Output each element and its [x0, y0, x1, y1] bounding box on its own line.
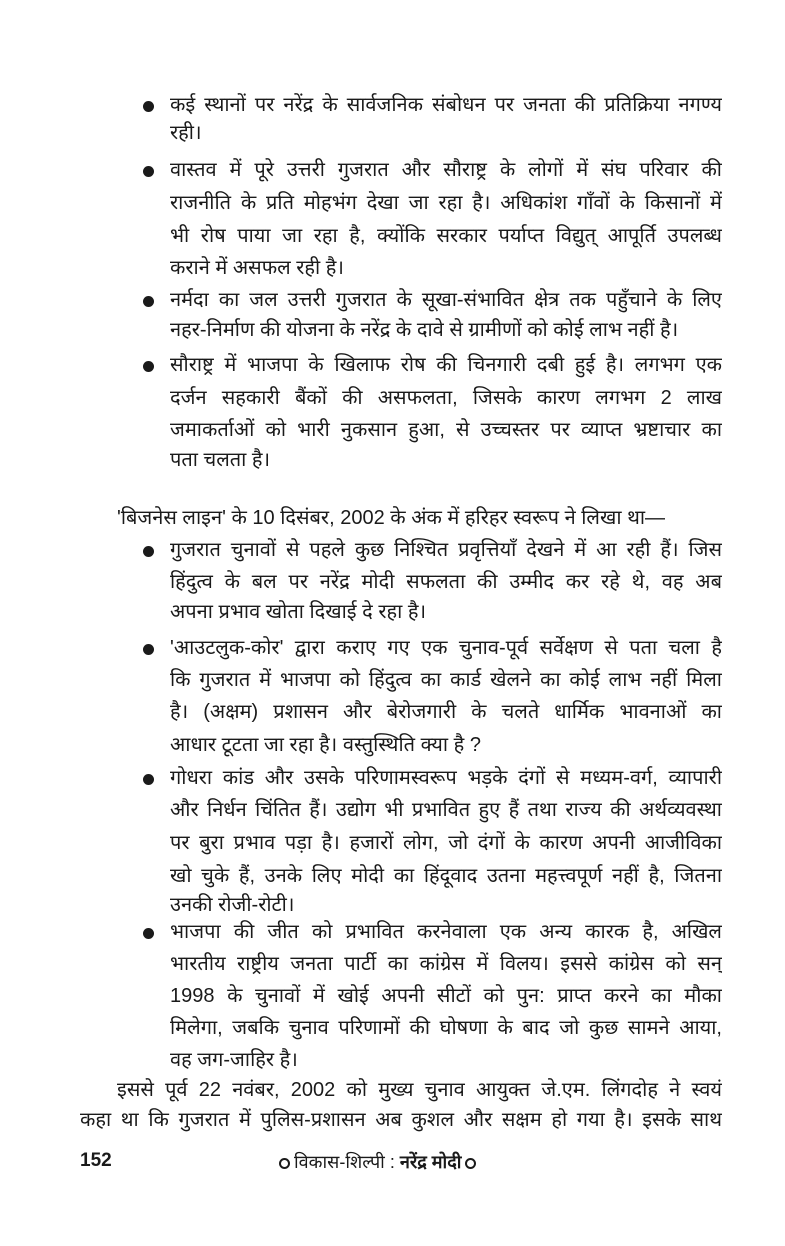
text-line: हिंदुत्व के बल पर नरेंद्र मोदी सफलता की उम्मीद कर रहे थे, वह अब	[170, 571, 722, 593]
text-line: नहर-निर्माण की योजना के नरेंद्र के दावे से ग्रामीणों को कोई लाभ नहीं है।	[170, 319, 679, 341]
text-line: 1998 के चुनावों में खोई अपनी सीटों को पुन: प्राप्त करने का मौका	[170, 985, 722, 1007]
text-line: कि गुजरात में भाजपा को हिंदुत्व का कार्ड खेलने का कोई लाभ नहीं मिला	[170, 669, 722, 691]
text-line: वह जग-जाहिर है।	[170, 1049, 298, 1071]
text-line: भी रोष पाया जा रहा है, क्योंकि सरकार पर्याप्त विद्युत् आपूर्ति उपलब्ध	[170, 225, 722, 247]
bullet-icon	[143, 166, 154, 177]
text-line: आधार टूटता जा रहा है। वस्तुस्थिति क्या है ?	[170, 734, 481, 756]
text-line: भारतीय राष्ट्रीय जनता पार्टी का कांग्रेस में विलय। इससे कांग्रेस को सन्	[170, 953, 722, 975]
page-number: 152	[80, 1150, 112, 1171]
text-line: जमाकर्ताओं को भारी नुकसान हुआ, से उच्चस्तर पर व्याप्त भ्रष्टाचार का	[170, 419, 722, 441]
text-line: पर बुरा प्रभाव पड़ा है। हजारों लोग, जो दंगों के कारण अपनी आजीविका	[170, 832, 722, 854]
text-line: और निर्धन चिंतित हैं। उद्योग भी प्रभावित हुए हैं तथा राज्य की अर्थव्यवस्था	[170, 799, 722, 821]
text-line: रही।	[170, 122, 202, 144]
text-line: गोधरा कांड और उसके परिणामस्वरूप भड़के दंगों से मध्यम-वर्ग, व्यापारी	[170, 767, 722, 789]
text-line: मिलेगा, जबकि चुनाव परिणामों की घोषणा के बाद जो कुछ सामने आया,	[170, 1017, 722, 1039]
text-line: उनकी रोजी-रोटी।	[170, 894, 295, 916]
text-line: राजनीति के प्रति मोहभंग देखा जा रहा है। अधिकांश गाँवों के किसानों में	[170, 192, 722, 214]
text-line: गुजरात चुनावों से पहले कुछ निश्चित प्रवृत्तियाँ देखने में आ रही हैं। जिस	[170, 539, 722, 561]
text-line: अपना प्रभाव खोता दिखाई दे रहा है।	[170, 601, 427, 623]
ornament-icon	[465, 1158, 476, 1169]
text-line: सौराष्ट्र में भाजपा के खिलाफ रोष की चिनगारी दबी हुई है। लगभग एक	[170, 354, 722, 376]
text-line: पता चलता है।	[170, 449, 271, 471]
text-line: कई स्थानों पर नरेंद्र के सार्वजनिक संबोधन पर जनता की प्रतिक्रिया नगण्य	[170, 94, 722, 116]
running-footer	[275, 1150, 480, 1174]
text-line: भाजपा की जीत को प्रभावित करनेवाला एक अन्य कारक है, अखिल	[170, 921, 722, 943]
text-line: कहा था कि गुजरात में पुलिस-प्रशासन अब कुशल और सक्षम हो गया है। इसके साथ	[80, 1109, 722, 1131]
ornament-icon	[279, 1158, 290, 1169]
text-line: कराने में असफल रही है।	[170, 257, 344, 279]
text-line: 'बिजनेस लाइन' के 10 दिसंबर, 2002 के अंक में हरिहर स्वरूप ने लिखा था—	[117, 507, 666, 529]
text-line: नर्मदा का जल उत्तरी गुजरात के सूखा-संभावित क्षेत्र तक पहुँचाने के लिए	[170, 289, 722, 311]
text-line: वास्तव में पूरे उत्तरी गुजरात और सौराष्ट्र के लोगों में संघ परिवार की	[170, 159, 722, 181]
bullet-icon	[143, 774, 154, 785]
footer-series: विकास-शिल्पी :	[294, 1152, 395, 1172]
text-line: है। (अक्षम) प्रशासन और बेरोजगारी के चलते धार्मिक भावनाओं का	[170, 701, 722, 723]
bullet-icon	[143, 361, 154, 372]
bullet-icon	[143, 101, 154, 112]
bullet-icon	[143, 644, 154, 655]
text-line: 'आउटलुक-कोर' द्वारा कराए गए एक चुनाव-पूर्व सर्वेक्षण से पता चला है	[170, 637, 722, 659]
bullet-icon	[143, 928, 154, 939]
text-line: दर्जन सहकारी बैंकों की असफलता, जिसके कारण लगभग 2 लाख	[170, 387, 722, 409]
text-line: इससे पूर्व 22 नवंबर, 2002 को मुख्य चुनाव आयुक्त जे.एम. लिंगदोह ने स्वयं	[117, 1079, 722, 1101]
bullet-icon	[143, 546, 154, 557]
text-line: खो चुके हैं, उनके लिए मोदी का हिंदूवाद उतना महत्त्वपूर्ण नहीं है, जितना	[170, 865, 722, 887]
footer-name: नरेंद्र मोदी	[399, 1152, 462, 1172]
bullet-icon	[143, 296, 154, 307]
